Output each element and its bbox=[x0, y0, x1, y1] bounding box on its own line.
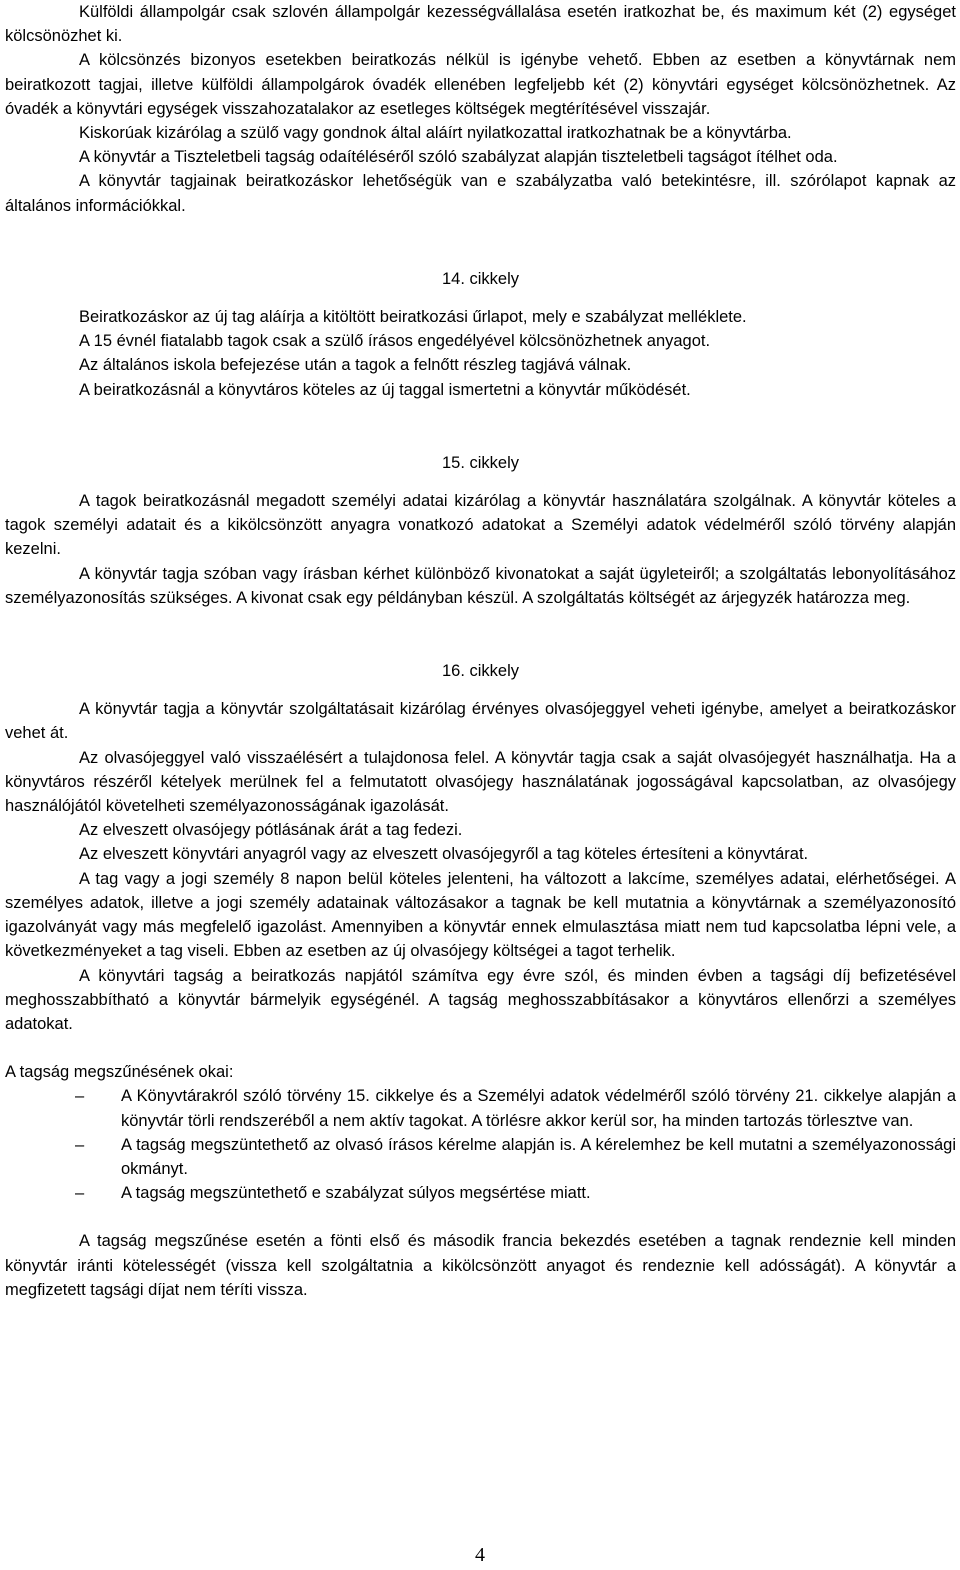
section-16 bbox=[5, 659, 956, 1302]
termination-heading: A tagság megszűnésének okai: bbox=[5, 1063, 234, 1082]
section-paragraph: A tag vagy a jogi személy 8 napon belül köteles jelenteni, ha változott a lakcíme, személyes adatai, elérhetőségei. A személyes adatok, illetve a jogi személy adatainak változásakor a tagnak be kell mutatnia a könyvtárnak a személyazonosító igazolványát vagy más megfelelő igazolást. Amennyiben a könyvtár ennek elmulasztása miatt nem tud kapcsolatba lépni vele, a következményeket a tag viseli. Ebben az esetben az új olvasójegy költségei a tagot terhelik. bbox=[5, 869, 956, 961]
section-paragraph: Az elveszett könyvtári anyagról vagy az elveszett olvasójegyről a tag köteles értesíteni a könyvtárat. bbox=[79, 845, 809, 864]
section-line: Beiratkozáskor az új tag aláírja a kitöltött beiratkozási űrlapot, mely e szabályzat melléklete. bbox=[79, 308, 747, 327]
list-item-text: A tagság megszüntethető e szabályzat súlyos megsértése miatt. bbox=[121, 1184, 591, 1203]
section-line: A 15 évnél fiatalabb tagok csak a szülő írásos engedélyével kölcsönözhetnek anyagot. bbox=[79, 332, 711, 351]
page-number: 4 bbox=[475, 1544, 485, 1566]
section-line: A beiratkozásnál a könyvtáros köteles az új taggal ismertetni a könyvtár működését. bbox=[79, 380, 691, 399]
list-item bbox=[5, 1084, 956, 1132]
closing-paragraph: A tagság megszűnése esetén a fönti első és második francia bekezdés esetében a tagnak rendeznie kell minden könyvtár iránti kötelességét (vissza kell szolgáltatnia a kikölcsönzött anyagot és rendeznie kell adósságát). A könyvtár a megfizetett tagsági díjat nem téríti vissza. bbox=[5, 1232, 956, 1299]
spacer bbox=[5, 1205, 956, 1229]
section-paragraph: A tagok beiratkozásnál megadott személyi adatai kizárólag a könyvtár használatára szolgálnak. A könyvtár köteles a tagok személyi adatait és a kikölcsönzött anyagra vonatkozó adatokat a Személyi adatok védelméről szóló törvény alapján kezelni. bbox=[5, 492, 956, 559]
section-paragraph: A könyvtár tagja a könyvtár szolgáltatásait kizárólag érvényes olvasójeggyel veheti igénybe, amelyet a beiratkozáskor vehet át. bbox=[5, 700, 956, 743]
section-paragraph: Az elveszett olvasójegy pótlásának árát a tag fedezi. bbox=[79, 821, 463, 840]
dash-bullet: – bbox=[75, 1135, 85, 1154]
list-item bbox=[5, 1181, 956, 1205]
intro-paragraph: Kiskorúak kizárólag a szülő vagy gondnok által aláírt nyilatkozattal iratkozhatnak be a könyvtárba. bbox=[79, 124, 792, 143]
dash-bullet: – bbox=[75, 1087, 85, 1106]
section-title: 14. cikkely bbox=[441, 269, 520, 288]
termination-list bbox=[5, 1084, 956, 1205]
list-item bbox=[5, 1133, 956, 1181]
spacer bbox=[5, 610, 956, 659]
dash-bullet: – bbox=[75, 1184, 85, 1203]
intro-paragraph: A könyvtár a Tiszteletbeli tagság odaítéléséről szóló szabályzat alapján tiszteletbeli tagságot ítélhet oda. bbox=[79, 148, 838, 167]
spacer bbox=[5, 218, 956, 267]
spacer bbox=[5, 683, 956, 697]
document-page bbox=[5, 0, 956, 1302]
intro-paragraph: A kölcsönzés bizonyos esetekben beiratkozás nélkül is igénybe vehető. Ebben az esetben a könyvtárnak nem beiratkozott tagjai, illetve külföldi állampolgárok óvadék ellenében legfeljebb két (2) könyvtári egységet kölcsönözhetnek. Az óvadék a könyvtári egységek visszahozatalakor az esetleges költségek megtérítésével visszajár. bbox=[5, 51, 956, 118]
list-item-text: A tagság megszüntethető az olvasó írásos kérelme alapján is. A kérelemhez be kell mutatni a személyazonossági okmányt. bbox=[121, 1135, 956, 1178]
spacer bbox=[5, 291, 956, 305]
spacer bbox=[5, 475, 956, 489]
section-paragraph: A könyvtár tagja szóban vagy írásban kérhet különböző kivonatokat a saját ügyleteiről; a szolgáltatás lebonyolításához személyazonosítás szükséges. A kivonat csak egy példányban készül. A szolgáltatás költségét az árjegyzék határozza meg. bbox=[5, 564, 956, 607]
section-14 bbox=[5, 267, 956, 402]
section-paragraph: Az olvasójeggyel való visszaélésért a tulajdonosa felel. A könyvtár tagja csak a saját olvasójegyét használhatja. Ha a könyvtáros részéről kételyek merülnek fel a felmutatott olvasójegy használatának jogosságával kapcsolatban, az olvasójegy használójától követelheti személyazonosságának igazolását. bbox=[5, 748, 956, 816]
intro-paragraph: Külföldi állampolgár csak szlovén állampolgár kezességvállalása esetén iratkozhat be, és maximum két (2) egységet kölcsönözhet ki. bbox=[5, 3, 956, 46]
section-15 bbox=[5, 451, 956, 610]
section-line: Az általános iskola befejezése után a tagok a felnőtt részleg tagjává válnak. bbox=[79, 356, 632, 375]
spacer bbox=[5, 1036, 956, 1060]
list-item-text: A Könyvtárakról szóló törvény 15. cikkelye és a Személyi adatok védelméről szóló törvény 21. cikkelye alapján a könyvtár törli rendszeréből a nem aktív tagokat. A törlésre akkor kerül sor, ha minden tartozás törlesztve van. bbox=[121, 1087, 956, 1130]
spacer bbox=[5, 402, 956, 451]
intro-block bbox=[5, 0, 956, 218]
intro-paragraph: A könyvtár tagjainak beiratkozáskor lehetőségük van e szabályzatba való betekintésre, ill. szórólapot kapnak az általános információkkal. bbox=[5, 172, 956, 215]
section-paragraph: A könyvtári tagság a beiratkozás napjától számítva egy évre szól, és minden évben a tagsági díj befizetésével meghosszabbítható a könyvtár bármelyik egységénél. A tagság meghosszabbításakor a könyvtáros ellenőrzi a személyes adatokat. bbox=[5, 966, 956, 1033]
section-title: 16. cikkely bbox=[441, 662, 520, 681]
section-title: 15. cikkely bbox=[441, 453, 520, 472]
